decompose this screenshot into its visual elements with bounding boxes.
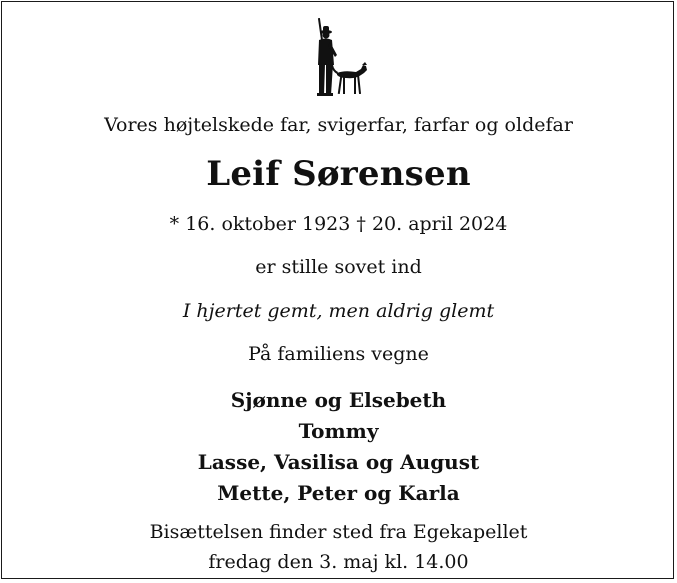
- passed-text: er stille sovet ind: [255, 256, 422, 278]
- family-line: Sjønne og Elsebeth: [230, 388, 447, 412]
- hunter-with-dog-icon: [306, 15, 370, 99]
- on-behalf-text: På familiens vegne: [248, 343, 429, 365]
- family-line: Mette, Peter og Karla: [217, 481, 460, 505]
- family-line: Tommy: [298, 419, 379, 443]
- funeral-time: fredag den 3. maj kl. 14.00: [208, 551, 469, 573]
- family-line: Lasse, Vasilisa og August: [197, 450, 480, 474]
- intro-text: Vores højtelskede far, svigerfar, farfar og oldefar: [104, 114, 573, 136]
- life-dates: * 16. oktober 1923 † 20. april 2024: [169, 213, 508, 235]
- deceased-name: Leif Sørensen: [206, 154, 471, 194]
- memorial-quote: I hjertet gemt, men aldrig glemt: [182, 300, 495, 322]
- funeral-location: Bisættelsen finder sted fra Egekapellet: [149, 521, 528, 543]
